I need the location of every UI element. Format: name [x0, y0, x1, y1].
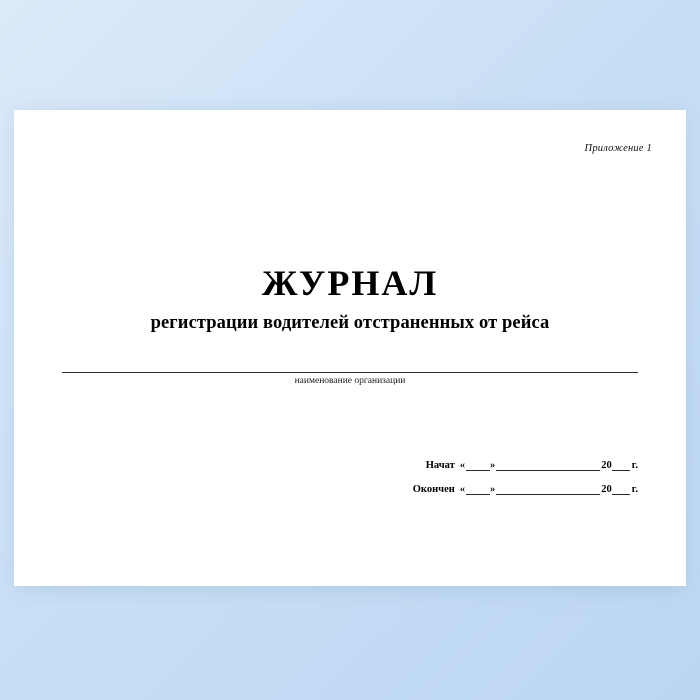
- start-date-year-prefix: 20: [601, 460, 612, 471]
- dates-block: [378, 460, 638, 508]
- appendix-note: Приложение 1: [584, 143, 652, 154]
- end-date-year-suffix: г.: [631, 484, 638, 495]
- end-date-close-quote: »: [490, 484, 496, 495]
- title-block: [14, 265, 686, 334]
- start-date-year-line: [612, 460, 630, 471]
- start-date-row: [378, 460, 638, 471]
- end-date-open-quote: «: [459, 484, 466, 495]
- start-date-day-line: [466, 460, 490, 471]
- end-date-year-prefix: 20: [601, 484, 612, 495]
- page-title: ЖУРНАЛ: [261, 263, 439, 303]
- organization-write-line: [62, 372, 638, 373]
- end-date-year-line: [612, 484, 630, 495]
- end-date-day-line: [466, 484, 490, 495]
- page-subtitle: регистрации водителей отстраненных от рейса: [150, 313, 550, 333]
- start-date-open-quote: «: [459, 460, 466, 471]
- organization-field: [62, 372, 638, 386]
- start-date-year-suffix: г.: [631, 460, 638, 471]
- end-date-label: Окончен: [412, 484, 455, 495]
- start-date-month-line: [496, 460, 600, 471]
- start-date-close-quote: »: [490, 460, 496, 471]
- end-date-month-line: [496, 484, 600, 495]
- start-date-label: Начат: [425, 460, 455, 471]
- organization-caption: наименование организации: [294, 376, 406, 386]
- end-date-row: [378, 484, 638, 495]
- journal-cover-page: [14, 110, 686, 586]
